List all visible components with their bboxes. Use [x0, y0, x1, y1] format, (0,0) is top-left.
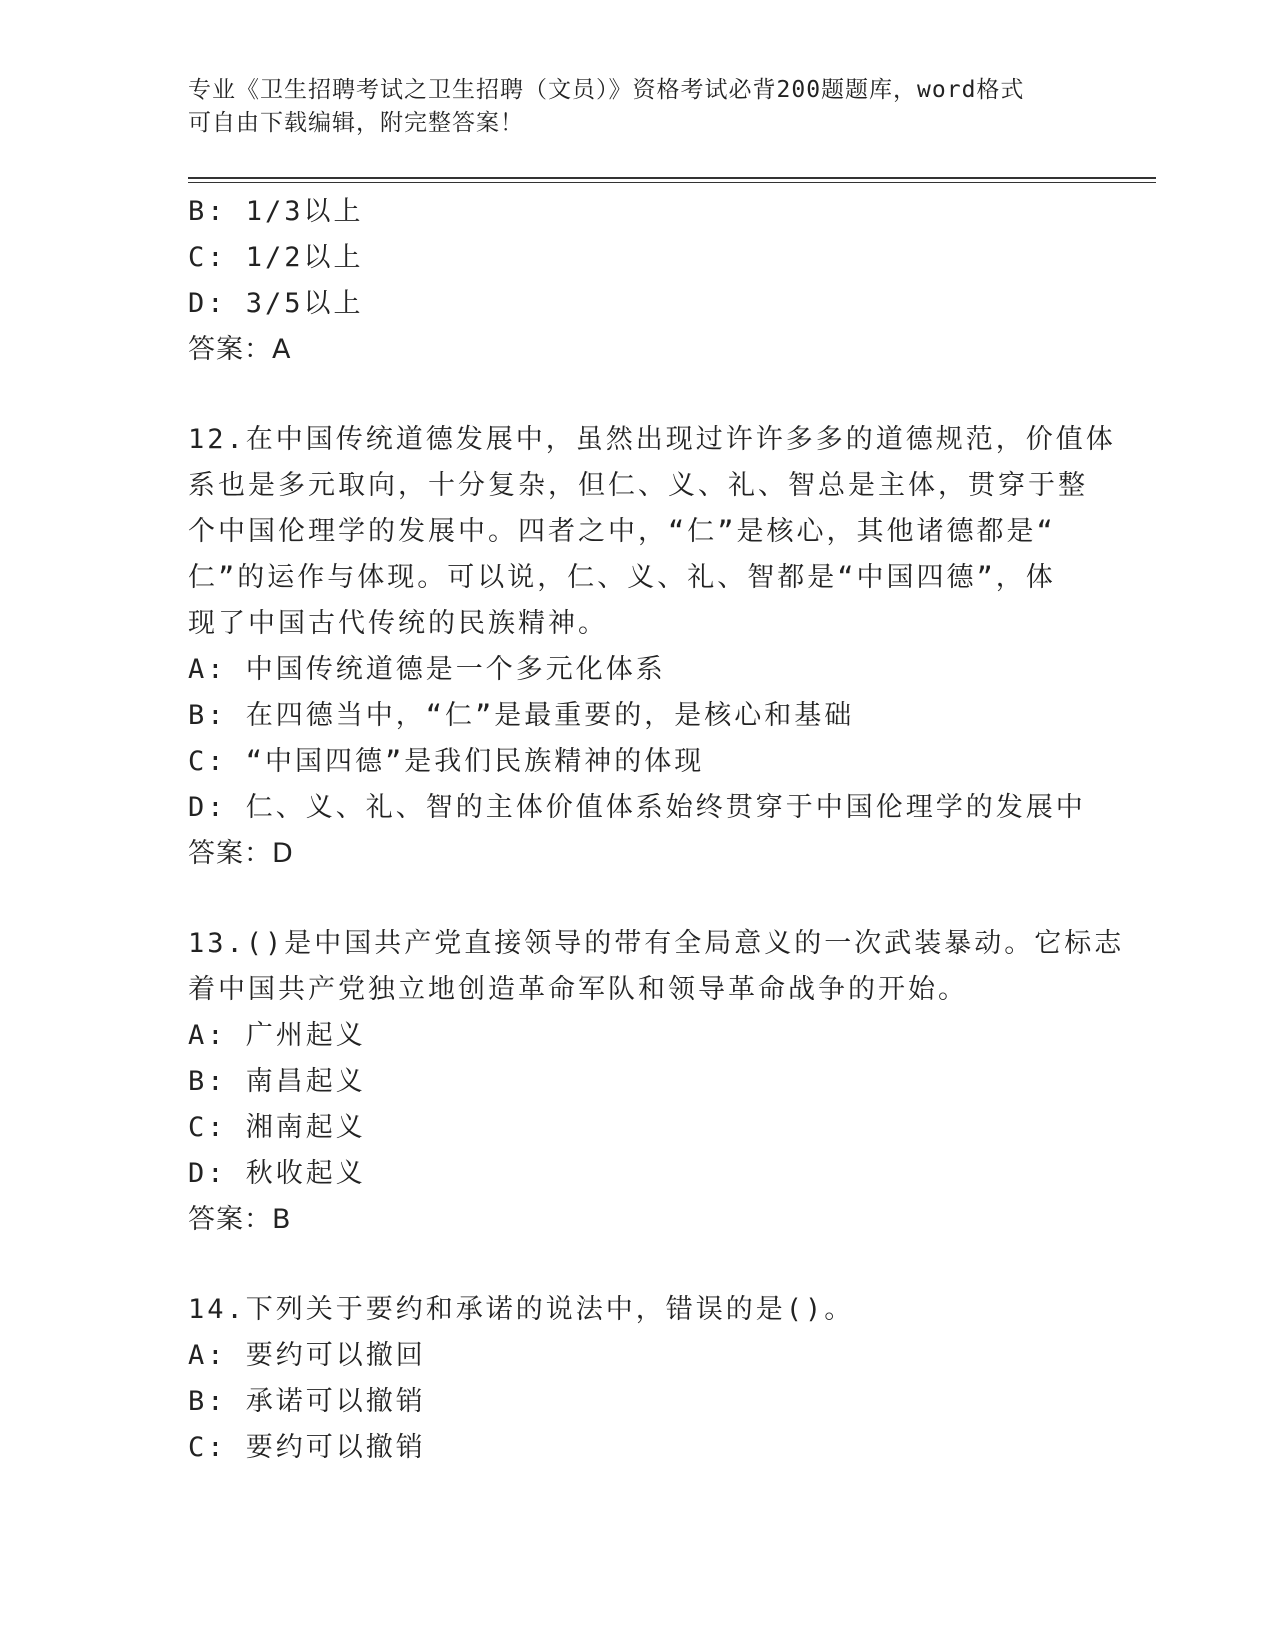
option-c: C: 要约可以撤销 [188, 1432, 426, 1463]
option-a: A: 要约可以撤回 [188, 1340, 426, 1371]
option-b: B: 南昌起义 [188, 1066, 366, 1097]
spacer [188, 1243, 1088, 1287]
question-stem-line: 13.()是中国共产党直接领导的带有全局意义的一次武装暴动。它标志 [188, 928, 1125, 959]
header-divider [188, 177, 1156, 183]
option-d: D: 3/5以上 [188, 288, 364, 319]
question-13 [188, 921, 1125, 1243]
option-b: B: 在四德当中，“仁”是最重要的，是核心和基础 [188, 700, 855, 731]
option-d: D: 仁、义、礼、智的主体价值体系始终贯穿于中国伦理学的发展中 [188, 792, 1086, 823]
option-a: A: 广州起义 [188, 1020, 366, 1051]
option-a: A: 中国传统道德是一个多元化体系 [188, 654, 666, 685]
question-stem-line: 系也是多元取向，十分复杂，但仁、义、礼、智总是主体，贯穿于整 [188, 470, 1088, 501]
option-b: B: 承诺可以撤销 [188, 1386, 426, 1417]
question-stem-line: 仁”的运作与体现。可以说，仁、义、礼、智都是“中国四德”，体 [188, 562, 1056, 593]
option-b: B: 1/3以上 [188, 196, 364, 227]
header-title-line-2: 可自由下载编辑，附完整答案！ [188, 110, 524, 136]
spacer [188, 877, 1088, 921]
question-11 [188, 189, 1088, 373]
answer-label: 答案：D [188, 838, 294, 869]
option-c: C: 湘南起义 [188, 1112, 366, 1143]
option-c: C: 1/2以上 [188, 242, 364, 273]
option-c: C: “中国四德”是我们民族精神的体现 [188, 746, 705, 777]
header-title-line-1: 专业《卫生招聘考试之卫生招聘（文员）》资格考试必背200题题库，word格式 [188, 77, 1025, 103]
question-stem-line: 现了中国古代传统的民族精神。 [188, 608, 608, 639]
answer-label: 答案：B [188, 1204, 292, 1235]
document-header [188, 74, 1088, 140]
question-stem-line: 着中国共产党独立地创造革命军队和领导革命战争的开始。 [188, 974, 968, 1005]
question-stem-line: 14.下列关于要约和承诺的说法中，错误的是()。 [188, 1294, 855, 1325]
question-stem-line: 12.在中国传统道德发展中，虽然出现过许许多多的道德规范，价值体 [188, 424, 1116, 455]
question-stem-line: 个中国伦理学的发展中。四者之中，“仁”是核心，其他诸德都是“ [188, 516, 1056, 547]
question-list [188, 189, 1125, 1471]
spacer [188, 373, 1088, 417]
question-14 [188, 1287, 1088, 1471]
answer-label: 答案：A [188, 334, 292, 365]
option-d: D: 秋收起义 [188, 1158, 366, 1189]
question-12 [188, 417, 1116, 877]
